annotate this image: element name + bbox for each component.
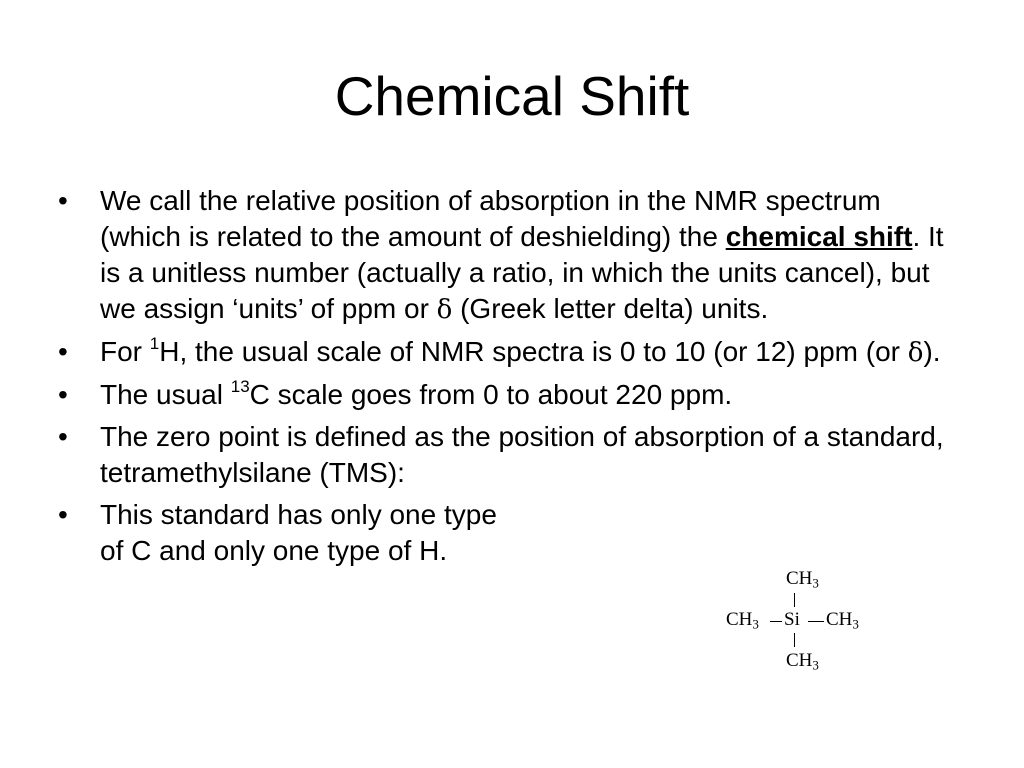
methyl-group-right	[826, 609, 859, 631]
bullet-text: For	[100, 336, 150, 367]
silicon-text: Si	[784, 609, 800, 630]
bond-vertical-top	[794, 593, 795, 607]
silicon-atom	[784, 609, 800, 631]
bond-vertical-bottom	[794, 633, 795, 647]
bullet-dot: •	[58, 379, 68, 410]
bullet-text: of C and only one type of H.	[100, 535, 448, 566]
delta-symbol: δ	[907, 338, 924, 368]
slide-title: Chemical Shift	[334, 65, 690, 127]
methyl-subscript: 3	[812, 575, 819, 591]
methyl-subscript: 3	[752, 616, 759, 632]
isotope-superscript: 13	[230, 377, 250, 397]
tms-structure-diagram	[722, 562, 892, 680]
methyl-text: CH	[826, 609, 853, 630]
bullet-item-one-type	[58, 497, 958, 569]
isotope-superscript: 1	[149, 334, 160, 354]
bond-horizontal-left	[770, 621, 782, 622]
methyl-text: CH	[786, 650, 813, 671]
bullet-text: The zero point is defined as the position of absorption of a standard, tetramethylsilane (TMS):	[100, 421, 944, 488]
bullet-item-zero-point	[58, 419, 958, 491]
bullet-dot: •	[58, 499, 68, 530]
bullet-text: . It is a unitless number (actually a ratio, in which the units cancel), but we assign ‘units’ of ppm or	[100, 221, 944, 324]
methyl-text: CH	[786, 568, 813, 589]
bullet-text: This standard has only one type	[100, 499, 497, 530]
bullet-text: (Greek letter delta) units.	[452, 293, 769, 324]
bullet-text: We call the relative position of absorption in the NMR spectrum (which is related to the amount of deshielding) the	[100, 185, 881, 252]
bullet-text: H, the usual scale of NMR spectra is 0 to 10 (or 12) ppm (or	[159, 336, 908, 367]
bullet-text: The usual	[100, 379, 231, 410]
methyl-text: CH	[726, 609, 753, 630]
methyl-subscript: 3	[852, 616, 859, 632]
bond-horizontal-right	[808, 621, 824, 622]
bullet-item-chemical-shift-definition	[58, 183, 958, 328]
bullet-dot: •	[58, 421, 68, 452]
bullet-text: C scale goes from 0 to about 220 ppm.	[249, 379, 733, 410]
delta-symbol: δ	[436, 295, 453, 325]
chemical-shift-term: chemical shift	[725, 221, 913, 252]
bullet-dot: •	[58, 185, 68, 216]
methyl-subscript: 3	[812, 657, 819, 673]
methyl-group-bottom	[786, 650, 819, 672]
bullet-text: ).	[923, 336, 941, 367]
bullet-item-carbon-scale	[58, 377, 958, 413]
methyl-group-left	[726, 609, 759, 631]
bullet-list	[58, 183, 958, 575]
bullet-item-proton-scale	[58, 334, 958, 371]
methyl-group-top	[786, 568, 819, 590]
bullet-dot: •	[58, 336, 68, 367]
